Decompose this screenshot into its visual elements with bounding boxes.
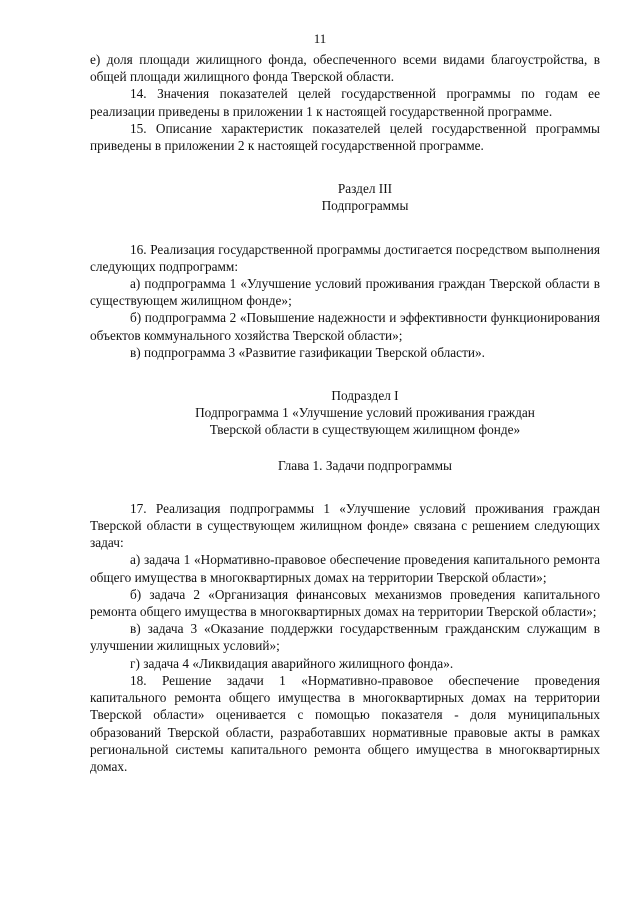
chapter-title: Глава 1. Задачи подпрограммы [277, 457, 452, 473]
paragraph-16: 16. Реализация государственной программы достигается посредством выполнения следующих подпрограмм: [90, 241, 600, 274]
paragraph-indicator-e: е) доля площади жилищного фонда, обеспеченного всеми видами благоустройства, в общей площади жилищного фонда Тверской области. [90, 52, 600, 85]
list-item-task-b: б) задача 2 «Организация финансовых механизмов проведения капитального ремонта общего имущества в многоквартирных домах на территории Тверской области»; [90, 586, 600, 620]
paragraph-18: 18. Решение задачи 1 «Нормативно-правовое обеспечение проведения капитального ремонта общего имущества в многоквартирных домах на территории Тверской области» оценивается с помощью показателя - доля муниципальных образований Тверской области, разработавших нормативные правовые акты в рамках региональной системы капитального ремонта общего имущества в многоквартирных домах. [90, 672, 600, 774]
list-item-subprogram-b: б) подпрограмма 2 «Повышение надежности и эффективности функционирования объектов коммунального хозяйства Тверской области»; [90, 310, 600, 343]
subsection-heading-line2: Тверской области в существующем жилищном фонде» [209, 422, 521, 438]
list-item-subprogram-c: в) подпрограмма 3 «Развитие газификации Тверской области». [130, 344, 485, 360]
section-title: Раздел III [337, 181, 393, 197]
list-item-task-c: в) задача 3 «Оказание поддержки государственным гражданским служащим в улучшении жилищных условий»; [90, 621, 600, 654]
section-subtitle: Подпрограммы [321, 198, 409, 214]
document-body [90, 51, 600, 775]
list-item-task-d: г) задача 4 «Ликвидация аварийного жилищного фонда». [130, 655, 454, 671]
page-number: 11 [313, 31, 327, 46]
paragraph-15: 15. Описание характеристик показателей целей государственной программы приведены в приложении 2 к настоящей государственной программе. [90, 120, 600, 154]
list-item-task-a: а) задача 1 «Нормативно-правовое обеспечение проведения капитального ремонта общего имущества в многоквартирных домах на территории Тверской области»; [90, 552, 600, 585]
list-item-subprogram-a: а) подпрограмма 1 «Улучшение условий проживания граждан Тверской области в существующем жилищном фонде»; [90, 276, 600, 309]
paragraph-14: 14. Значения показателей целей государственной программы по годам ее реализации приведены в приложении 1 к настоящей государственной программе. [90, 86, 600, 119]
subsection-heading-line1: Подпрограмма 1 «Улучшение условий проживания граждан [195, 405, 535, 421]
paragraph-17: 17. Реализация подпрограммы 1 «Улучшение условий проживания граждан Тверской области в существующем жилищном фонде» связана с решением следующих задач: [90, 500, 600, 551]
subsection-title: Подраздел I [331, 388, 399, 404]
